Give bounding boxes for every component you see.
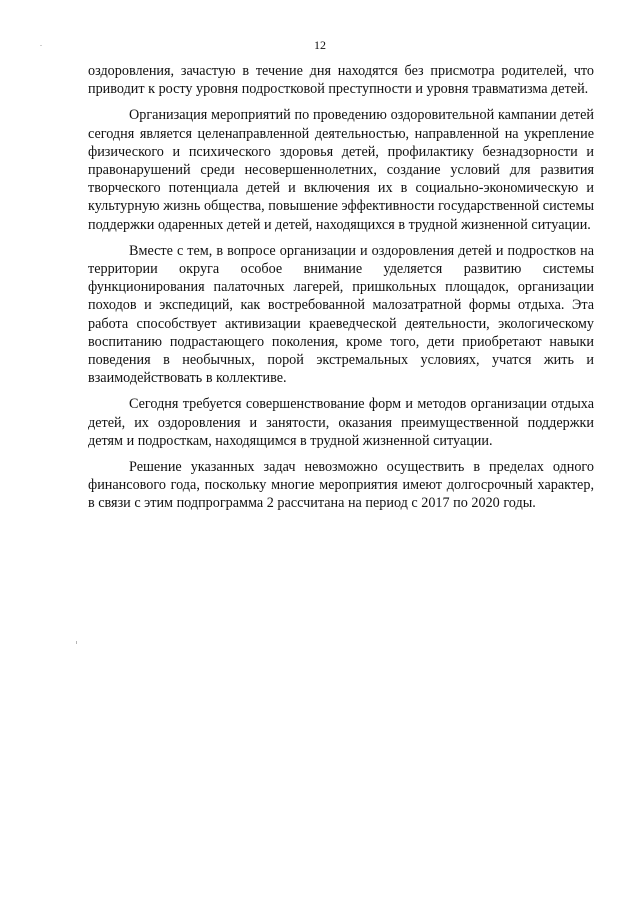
paragraph-improvement-needed: Сегодня требуется совершенствование форм и методов организации отдыха детей, их оздоровления и занятости, оказания преимущественной поддержки детям и подросткам, находящимся в трудной жизненной ситуации. bbox=[88, 396, 594, 449]
scan-speck bbox=[76, 641, 77, 644]
document-body bbox=[88, 62, 594, 513]
paragraph-tent-camps: Вместе с тем, в вопросе организации и оздоровления детей и подростков на территории округа особое внимание уделяется развитию системы функционирования палаточных лагерей, пришкольных площадок, организации походов и экспедиций, как востребованной малозатратной формы отдыха. Эта работа способствует активизации краеведческой деятельности, экологическому воспитанию подрастающего поколения, кроме того, дети приобретают навыки поведения в необычных, порой экстремальных условиях, учатся жить и взаимодействовать в коллективе. bbox=[88, 242, 594, 387]
paragraph-health-campaign: Организация мероприятий по проведению оздоровительной кампании детей сегодня является целенаправленной деятельностью, направленной на укрепление физического и психического здоровья детей, профилактику безнадзорности и правонарушений среди несовершеннолетних, создание условий для развития творческого потенциала детей и включения их в социально-экономическую и культурную жизнь общества, повышение эффективности государственной системы поддержки одаренных детей и детей, находящихся в трудной жизненной ситуации. bbox=[88, 107, 594, 233]
paragraph-continuation: оздоровления, зачастую в течение дня находятся без присмотра родителей, что приводит к росту уровня подростковой преступности и уровня травматизма детей. bbox=[88, 63, 594, 98]
page-number: 12 bbox=[314, 38, 326, 52]
paragraph-program-period: Решение указанных задач невозможно осуществить в пределах одного финансового года, поскольку многие мероприятия имеют долгосрочный характер, в связи с этим подпрограмма 2 рассчитана на период с 2017 по 2020 годы. bbox=[88, 459, 594, 512]
